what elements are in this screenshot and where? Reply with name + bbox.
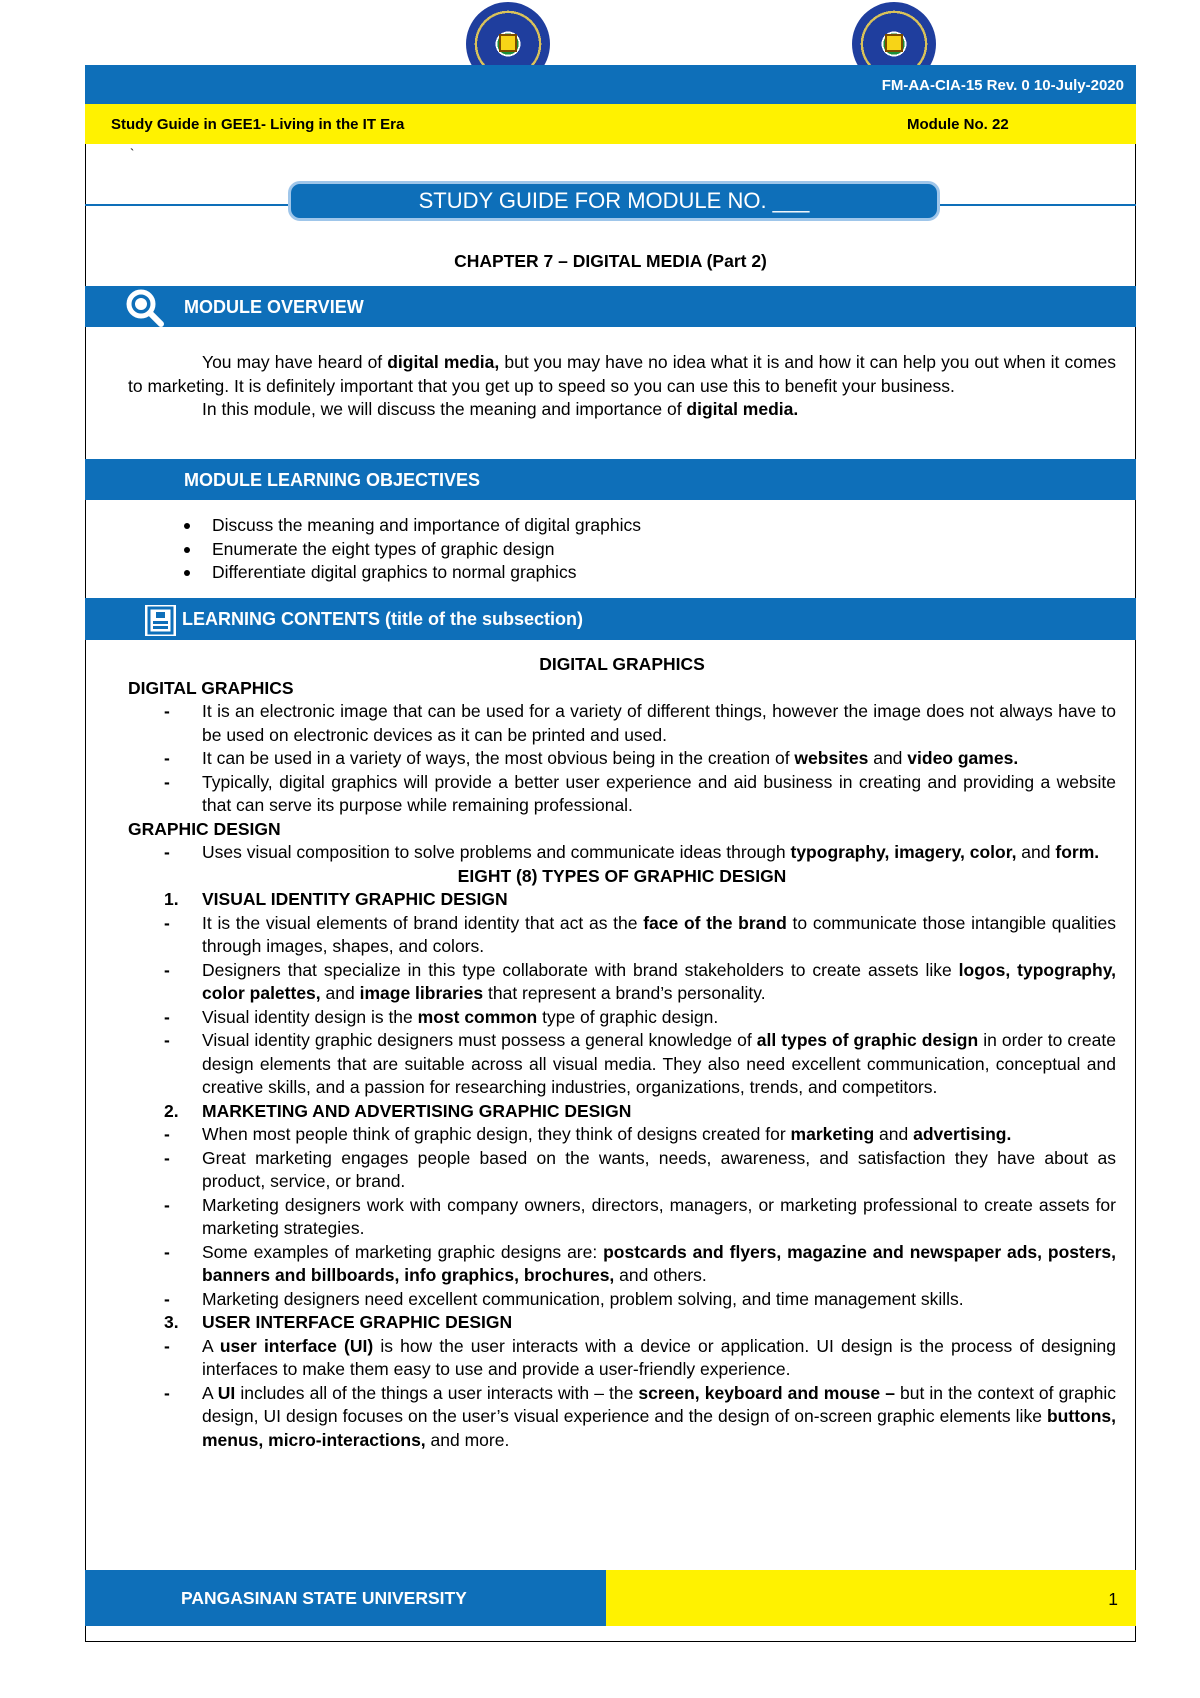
list-item: - It is the visual elements of brand identity that act as the face of the brand to communicate those intangible qualities through images, shapes, and colors. bbox=[164, 912, 1116, 956]
list-item: - Uses visual composition to solve problems and communicate ideas through typography, imagery, color, and form. bbox=[128, 841, 1116, 865]
learning-contents-heading: LEARNING CONTENTS (title of the subsection) bbox=[182, 609, 584, 629]
graphic-design-list bbox=[128, 841, 1116, 865]
dash-marker: - bbox=[164, 1335, 170, 1356]
dash-marker: - bbox=[164, 1147, 170, 1168]
dash-marker: - bbox=[164, 959, 170, 980]
module-overview-heading: MODULE OVERVIEW bbox=[184, 297, 364, 317]
digital-graphics-heading: DIGITAL GRAPHICS bbox=[128, 677, 294, 698]
dash-marker: - bbox=[164, 1382, 170, 1403]
types-title: EIGHT (8) TYPES OF GRAPHIC DESIGN bbox=[457, 865, 787, 886]
dash-marker: - bbox=[164, 1006, 170, 1027]
type-3-list bbox=[128, 1335, 1116, 1453]
overview-paragraph-2: In this module, we will discuss the meaning and importance of digital media. bbox=[202, 399, 799, 419]
dash-marker: - bbox=[164, 771, 170, 792]
dash-marker: - bbox=[164, 748, 170, 768]
bullet-dot bbox=[184, 523, 190, 529]
page-number: 1 bbox=[1108, 1589, 1118, 1609]
list-item: - Visual identity graphic designers must possess a general knowledge of all types of graphic design in order to create design elements that are suitable across all visual media. They also need excellent communication, conceptual and creative skills, and a passion for researching industries, organizations, trends, and competitors. bbox=[164, 1030, 1116, 1097]
module-overview-bar bbox=[85, 286, 1136, 327]
title-rule-right bbox=[938, 204, 1136, 206]
learning-contents-bar bbox=[85, 598, 1136, 640]
bullet-dot bbox=[184, 570, 190, 576]
list-item: - It is an electronic image that can be used for a variety of different things, however the image does not always have to be used on electronic devices as it can be printed and used. bbox=[164, 701, 1116, 745]
type-2-list bbox=[128, 1123, 1116, 1311]
dash-marker: - bbox=[164, 842, 170, 862]
graphic-design-heading: GRAPHIC DESIGN bbox=[128, 818, 281, 839]
list-item: - Marketing designers need excellent communication, problem solving, and time management skills. bbox=[128, 1288, 1116, 1312]
magnifier-icon bbox=[123, 288, 173, 328]
objectives-list bbox=[128, 514, 1116, 585]
list-item: - Designers that specialize in this type collaborate with brand stakeholders to create assets like logos, typography, color palettes, and image libraries that represent a brand’s personality. bbox=[164, 959, 1116, 1003]
footer-blue-bar bbox=[85, 1570, 606, 1626]
objective-item: Enumerate the eight types of graphic design bbox=[128, 538, 1116, 562]
dash-marker: - bbox=[164, 1124, 170, 1144]
learning-objectives-bar bbox=[85, 459, 1136, 500]
objective-item: Discuss the meaning and importance of digital graphics bbox=[128, 514, 1116, 538]
list-item: - A user interface (UI) is how the user interacts with a device or application. UI design is the process of designing interfaces to make them easy to use and provide a user-friendly experience. bbox=[164, 1335, 1117, 1379]
type-1-heading: 1. VISUAL IDENTITY GRAPHIC DESIGN bbox=[164, 889, 508, 909]
list-item: - Marketing designers work with company owners, directors, managers, or marketing professional to create assets for marketing strategies. bbox=[164, 1194, 1116, 1238]
overview-paragraph-1: You may have heard of digital media, but you may have no idea what it is and how it can help you out when it comes to marketing. It is definitely important that you get up to speed so you can use this to benefit your business. bbox=[128, 352, 1117, 396]
stray-mark: ` bbox=[130, 146, 135, 161]
list-item: - Visual identity design is the most common type of graphic design. bbox=[128, 1006, 1116, 1030]
dash-marker: - bbox=[164, 1288, 170, 1309]
digital-graphics-title: DIGITAL GRAPHICS bbox=[539, 654, 705, 674]
dash-marker: - bbox=[164, 912, 170, 933]
list-item: - Typically, digital graphics will provide a better user experience and aid business in creating and providing a website that can serve its purpose while remaining professional. bbox=[164, 771, 1116, 815]
footer-yellow-bar bbox=[606, 1570, 1136, 1626]
header-blue-bar bbox=[85, 65, 1136, 104]
dash-marker: - bbox=[164, 1030, 170, 1050]
digital-graphics-list bbox=[128, 700, 1116, 818]
learning-contents bbox=[128, 653, 1116, 1452]
form-code: FM-AA-CIA-15 Rev. 0 10-July-2020 bbox=[881, 77, 1124, 94]
list-item: - When most people think of graphic design, they think of designs created for marketing and advertising. bbox=[128, 1123, 1116, 1147]
list-item: - Great marketing engages people based on the wants, needs, awareness, and satisfaction they have about as product, service, or brand. bbox=[164, 1147, 1116, 1191]
study-guide-banner: STUDY GUIDE FOR MODULE NO. ___ bbox=[288, 181, 940, 221]
bullet-dot bbox=[184, 547, 190, 553]
objectives-list-wrap bbox=[128, 514, 1116, 585]
module-number: Module No. 22 bbox=[907, 116, 1009, 133]
type-2-heading: 2. MARKETING AND ADVERTISING GRAPHIC DESIGN bbox=[164, 1100, 632, 1121]
list-item: - It can be used in a variety of ways, the most obvious being in the creation of websites and video games. bbox=[128, 747, 1116, 771]
title-rule-left bbox=[85, 204, 289, 206]
type-3-heading: 3. USER INTERFACE GRAPHIC DESIGN bbox=[164, 1312, 513, 1332]
dash-marker: - bbox=[164, 1194, 170, 1215]
objective-item: Differentiate digital graphics to normal graphics bbox=[128, 561, 1116, 585]
chapter-title: CHAPTER 7 – DIGITAL MEDIA (Part 2) bbox=[454, 251, 767, 271]
document-icon bbox=[144, 604, 177, 637]
list-item: - A UI includes all of the things a user interacts with – the screen, keyboard and mouse – but in the context of graphic design, UI design focuses on the user’s visual experience and the design of on-screen graphic elements like buttons, menus, micro-interactions, and more. bbox=[164, 1382, 1116, 1450]
learning-objectives-heading: MODULE LEARNING OBJECTIVES bbox=[184, 470, 481, 490]
dash-marker: - bbox=[164, 1241, 170, 1262]
study-guide-title: Study Guide in GEE1- Living in the IT Era bbox=[111, 116, 405, 133]
header-yellow-bar bbox=[85, 104, 1136, 144]
overview-text bbox=[128, 351, 1116, 422]
university-name: PANGASINAN STATE UNIVERSITY bbox=[181, 1588, 467, 1608]
type-1-list bbox=[128, 912, 1116, 1100]
dash-marker: - bbox=[164, 701, 170, 721]
list-item: - Some examples of marketing graphic designs are: postcards and flyers, magazine and newspaper ads, posters, banners and billboards, info graphics, brochures, and others. bbox=[164, 1241, 1116, 1285]
